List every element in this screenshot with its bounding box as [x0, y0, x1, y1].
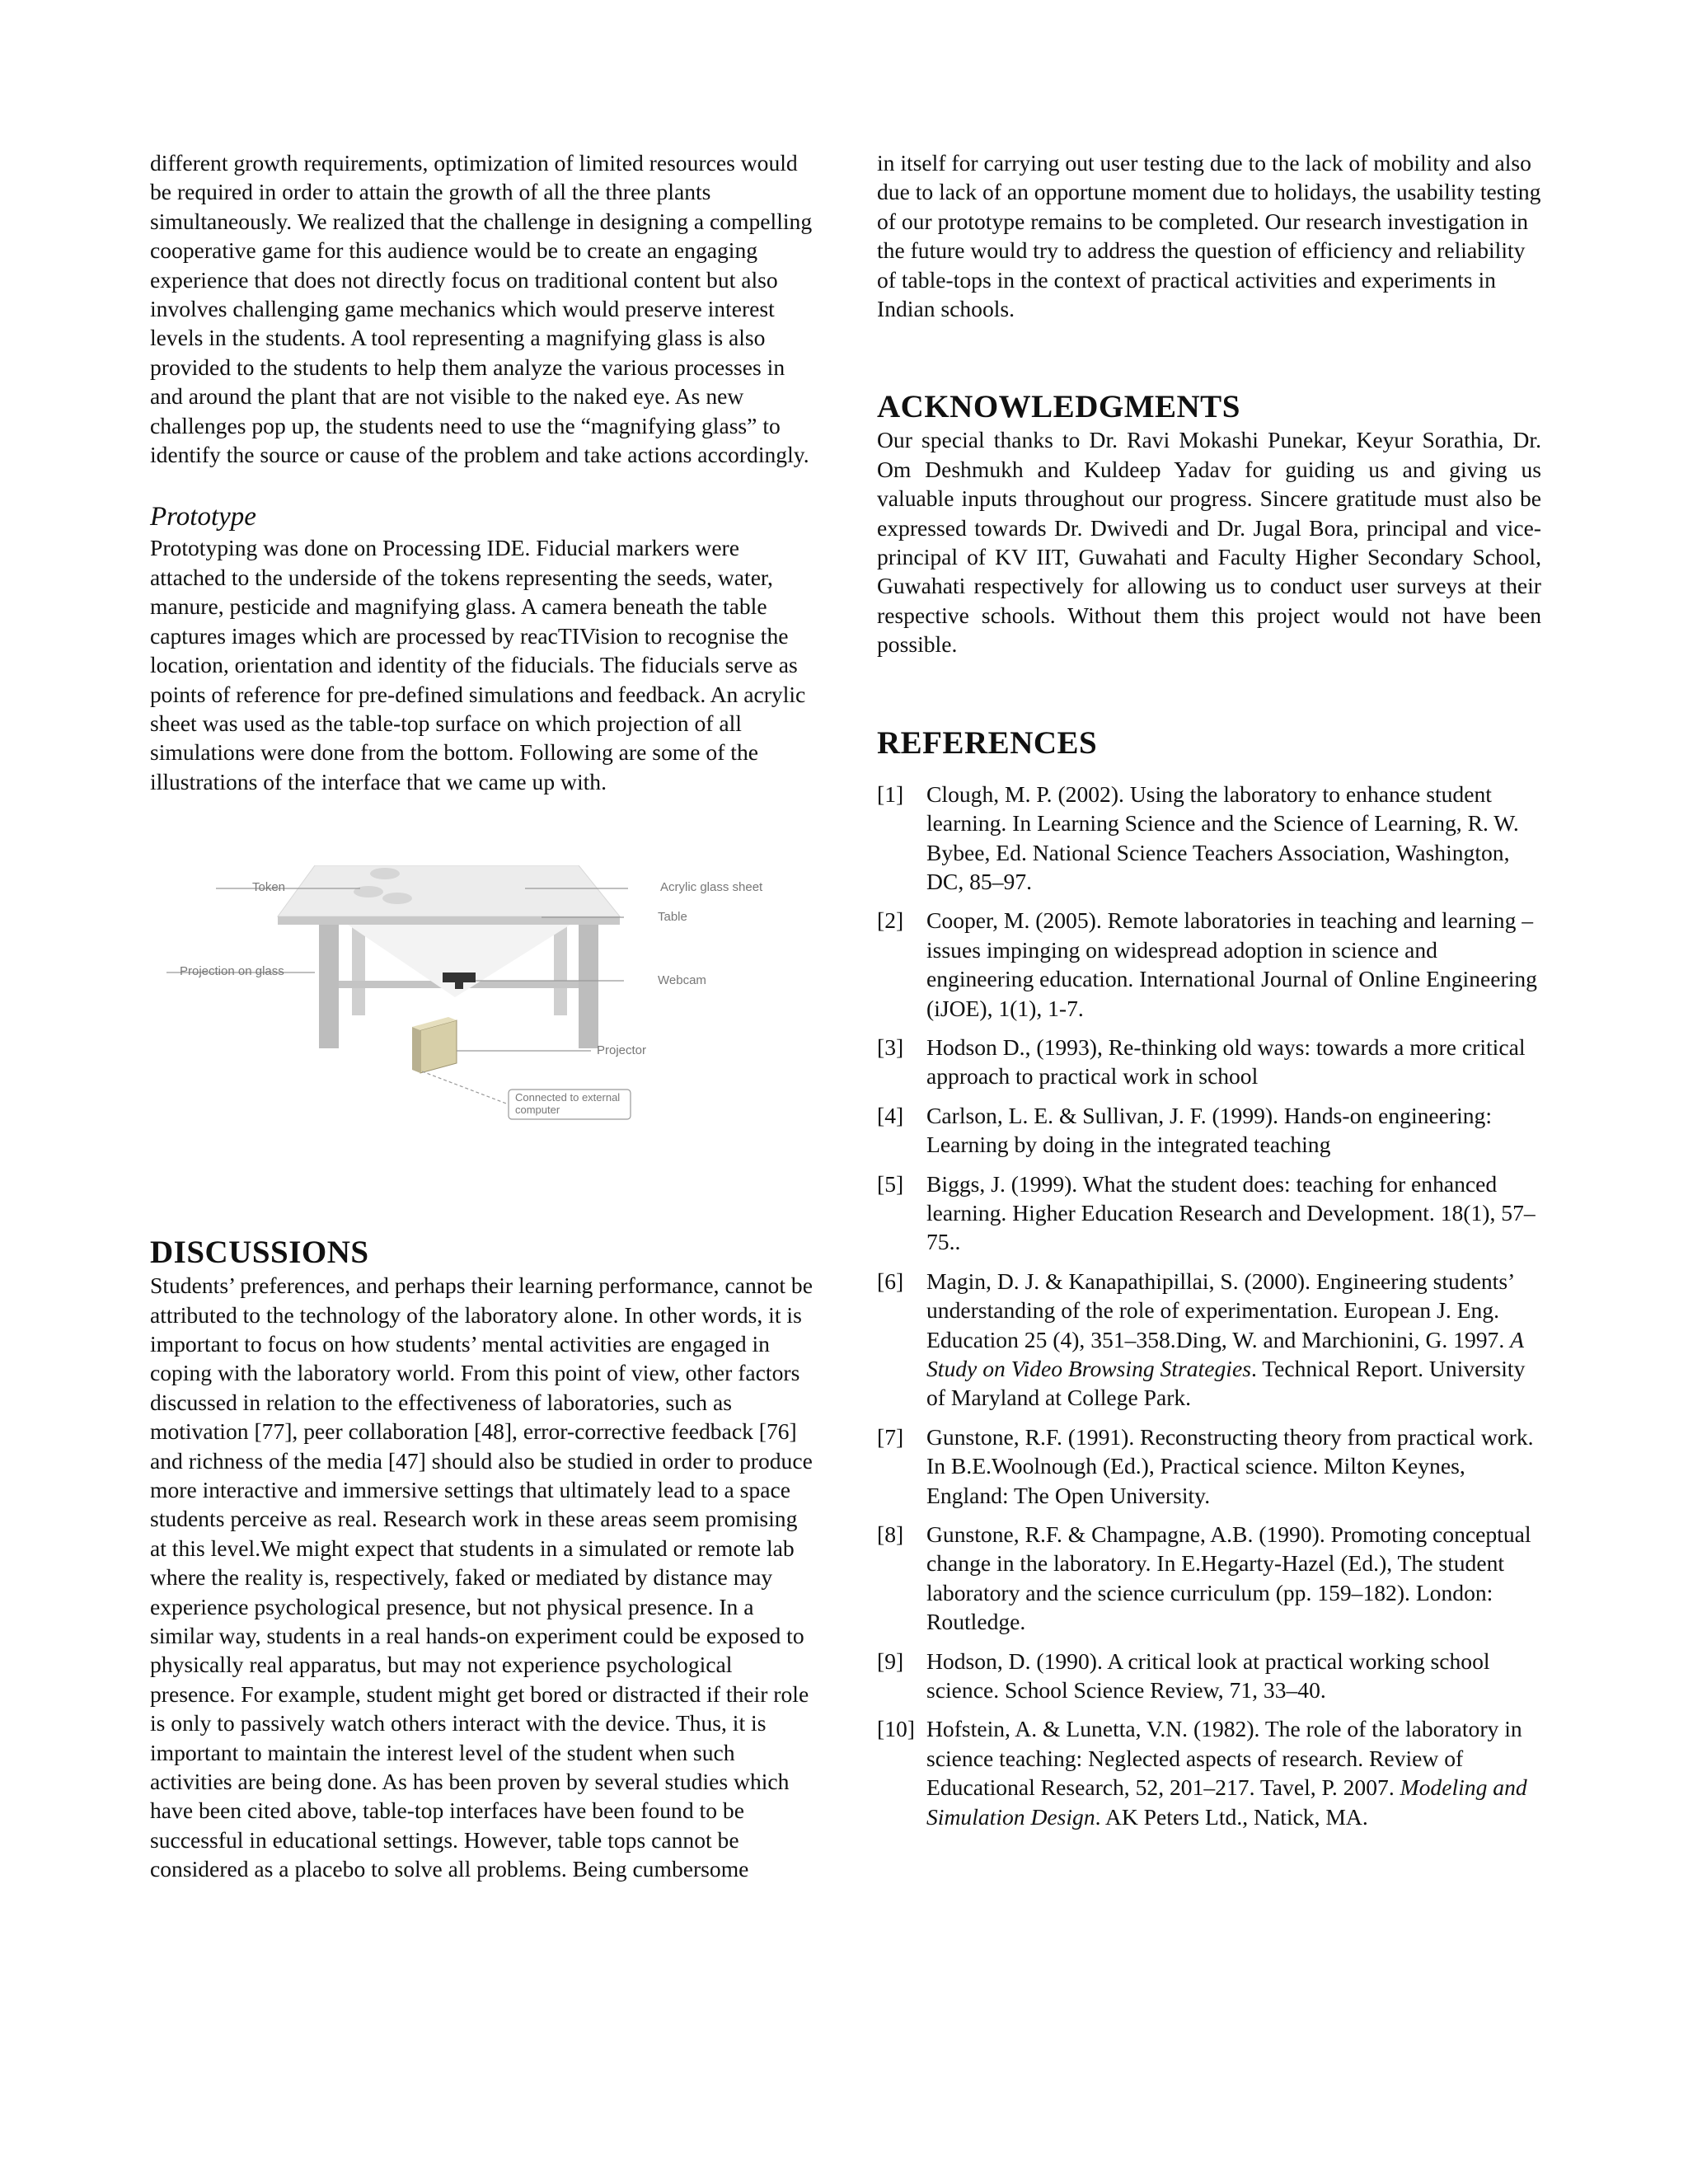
- reference-number: [5]: [877, 1170, 904, 1197]
- reference-text: Hodson, D. (1990). A critical look at practical working school science. School Science Review, 71, 33–40.: [926, 1647, 1490, 1704]
- reference-item: [877, 1422, 1541, 1510]
- prototype-figure: [150, 865, 814, 1228]
- table-leg: [579, 925, 598, 1048]
- table-leg: [319, 925, 339, 1048]
- reference-number: [2]: [877, 907, 904, 934]
- discussions-paragraph: Students’ preferences, and perhaps their learning performance, cannot be attributed to the technology of the laboratory alone. In other words, it is important to focus on how students’ mental activities are engaged in coping with the laboratory world. From this point of view, other factors discussed in relation to the effectiveness of laboratories, such as motivation [77], peer collaboration [48], error-corrective feedback [76] and richness of the media [47] should also be studied in order to produce more interactive and immersive settings that ultimately lead to a space students perceive as real. Research work in these areas seem promising at this level.We might expect that students in a simulated or remote lab where the reality is, respectively, faked or mediated by distance may experience psychological presence, but not physical presence. In a similar way, students in a real hands-on experiment could be exposed to physically real apparatus, but may not experience psychological presence. For example, student might get bored or distracted if their role is only to passively watch others interact with the device. Thus, it is important to maintain the interest level of the student when such activities are being done. As has been proven by several studies which have been cited above, table-top interfaces have been found to be successful in educational settings. However, table tops cannot be considered as a placebo to solve all problems. Being cumbersome: [150, 1272, 813, 1882]
- label-token: Token: [252, 880, 286, 895]
- reference-number: [3]: [877, 1033, 904, 1060]
- reference-number: [10]: [877, 1716, 915, 1742]
- label-projection: Projection on glass: [180, 964, 284, 979]
- label-webcam: Webcam: [658, 973, 706, 988]
- reference-number: [7]: [877, 1423, 904, 1450]
- token-shape: [370, 868, 400, 879]
- reference-item: [877, 1101, 1541, 1160]
- reference-text-wrap: [926, 1267, 1541, 1413]
- label-connected-2: computer: [515, 1104, 560, 1117]
- reference-number: [6]: [877, 1268, 904, 1294]
- label-table: Table: [658, 910, 687, 925]
- reference-text: Gunstone, R.F. (1991). Reconstructing theory from practical work. In B.E.Woolnough (Ed.), Practical science. Milton Keynes, England: The Open University.: [926, 1423, 1534, 1508]
- reference-item: [877, 1267, 1541, 1413]
- reference-italic-title: Modeling and Simulation Design: [926, 1774, 1527, 1830]
- reference-text-wrap: [926, 1714, 1541, 1831]
- reference-text-after: . AK Peters Ltd., Natick, MA.: [1095, 1803, 1368, 1830]
- label-projector: Projector: [597, 1043, 647, 1058]
- prototype-paragraph: Prototyping was done on Processing IDE. Fiducial markers were attached to the underside of the tokens representing the seeds, water, manure, pesticide and magnifying glass. A camera beneath the table captures images which are processed by reacTIVision to recognise the location, orientation and identity of the fiducials. The fiducials serve as points of reference for pre-defined simulations and feedback. An acrylic sheet was used as the table-top surface on which projection of all simulations were done from the bottom. Following are some of the illustrations of the interface that we came up with.: [150, 535, 806, 794]
- table-setup-illustration: [150, 865, 814, 1228]
- label-connected-1: Connected to external: [515, 1091, 621, 1104]
- acknowledgments-heading: ACKNOWLEDGMENTS: [877, 389, 1240, 425]
- reference-text: Clough, M. P. (2002). Using the laboratory to enhance student learning. In Learning Science and the Science of Learning, R. W. Bybee, Ed. National Science Teachers Association, Washington, DC, 85–97.: [926, 780, 1519, 894]
- table-top: [278, 865, 620, 916]
- acknowledgments-paragraph: Our special thanks to Dr. Ravi Mokashi Punekar, Keyur Sorathia, Dr. Om Deshmukh and Kuldeep Yadav for guiding us and giving us valuable inputs throughout our progress. Sincere gratitude must also be expressed towards Dr. Dwivedi and Dr. Jugal Bora, principal and vice-principal of KV IIT, Guwahati and Faculty Higher Secondary School, Guwahati respectively for allowing us to conduct user surveys at their respective schools. Without them this project would not have been possible.: [877, 427, 1541, 658]
- reference-item: [877, 1520, 1541, 1637]
- reference-text: Gunstone, R.F. & Champagne, A.B. (1990). Promoting conceptual change in the laboratory. In E.Hegarty-Hazel (Ed.), The student laboratory and the science curriculum (pp. 159–182). London: Routledge.: [926, 1521, 1531, 1635]
- reference-text: Cooper, M. (2005). Remote laboratories in teaching and learning – issues impinging on widespread adoption in science and engineering education. International Journal of Online Engineering (iJOE), 1(1), 1-7.: [926, 907, 1537, 1021]
- reference-text-after: . Technical Report. University of Maryland at College Park.: [926, 1356, 1526, 1411]
- references-heading: REFERENCES: [877, 724, 1098, 761]
- reference-text: Magin, D. J. & Kanapathipillai, S. (2000). Engineering students’ understanding of the role of experimentation. European J. Eng. Education 25 (4), 351–358.Ding, W. and Marchionini, G. 1997.: [926, 1268, 1514, 1352]
- table-leg: [554, 925, 567, 1015]
- table-leg: [352, 925, 365, 1015]
- discussions-heading: DISCUSSIONS: [150, 1235, 369, 1271]
- reference-text: Hodson D., (1993), Re-thinking old ways: towards a more critical approach to practical work in school: [926, 1033, 1526, 1090]
- webcam-shape: [443, 972, 476, 982]
- reference-text: Carlson, L. E. & Sullivan, J. F. (1999). Hands-on engineering: Learning by doing in the integrated teaching: [926, 1102, 1493, 1158]
- reference-text: Biggs, J. (1999). What the student does: teaching for enhanced learning. Higher Education Research and Development. 18(1), 57–75..: [926, 1170, 1536, 1255]
- reference-number: [8]: [877, 1521, 904, 1548]
- reference-italic-title: A Study on Video Browsing Strategies: [926, 1326, 1524, 1381]
- label-acrylic: Acrylic glass sheet: [660, 880, 763, 895]
- continuation-paragraph: in itself for carrying out user testing due to the lack of mobility and also due to lack of an opportune moment due to holidays, the usability testing of our prototype remains to be completed. Our research investigation in the future would try to address the question of efficiency and reliability of table-tops in the context of practical activities and experiments in Indian schools.: [877, 150, 1541, 322]
- references-list: [877, 780, 1541, 1831]
- token-shape: [354, 886, 383, 898]
- reference-number: [4]: [877, 1102, 904, 1128]
- intro-paragraph: different growth requirements, optimization of limited resources would be required in order to attain the growth of all the three plants simultaneously. We realized that the challenge in designing a compelling cooperative game for this audience would be to create an engaging experience that does not directly focus on traditional content but also involves challenging game mechanics which would preserve interest levels in the students. A tool representing a magnifying glass is also provided to the students to help them analyze the various processes in and around the plant that are not visible to the naked eye. As new challenges pop up, the students need to use the “magnifying glass” to identify the source or cause of the problem and take actions accordingly.: [150, 150, 813, 468]
- reference-item: [877, 1033, 1541, 1091]
- reference-item: [877, 1169, 1541, 1257]
- reference-number: [1]: [877, 780, 904, 807]
- reference-text: Hofstein, A. & Lunetta, V.N. (1982). The role of the laboratory in science teaching: Neglected aspects of research. Review of Educational Research, 52, 201–217. Tavel, P. 2007.: [926, 1716, 1522, 1801]
- reference-item: [877, 780, 1541, 897]
- reference-number: [9]: [877, 1647, 904, 1674]
- left-column: [150, 148, 814, 1884]
- token-shape: [382, 893, 412, 904]
- right-column: [877, 148, 1541, 1841]
- reference-item: [877, 1714, 1541, 1831]
- prototype-heading: Prototype: [150, 502, 256, 532]
- reference-item: [877, 906, 1541, 1023]
- reference-item: [877, 1647, 1541, 1705]
